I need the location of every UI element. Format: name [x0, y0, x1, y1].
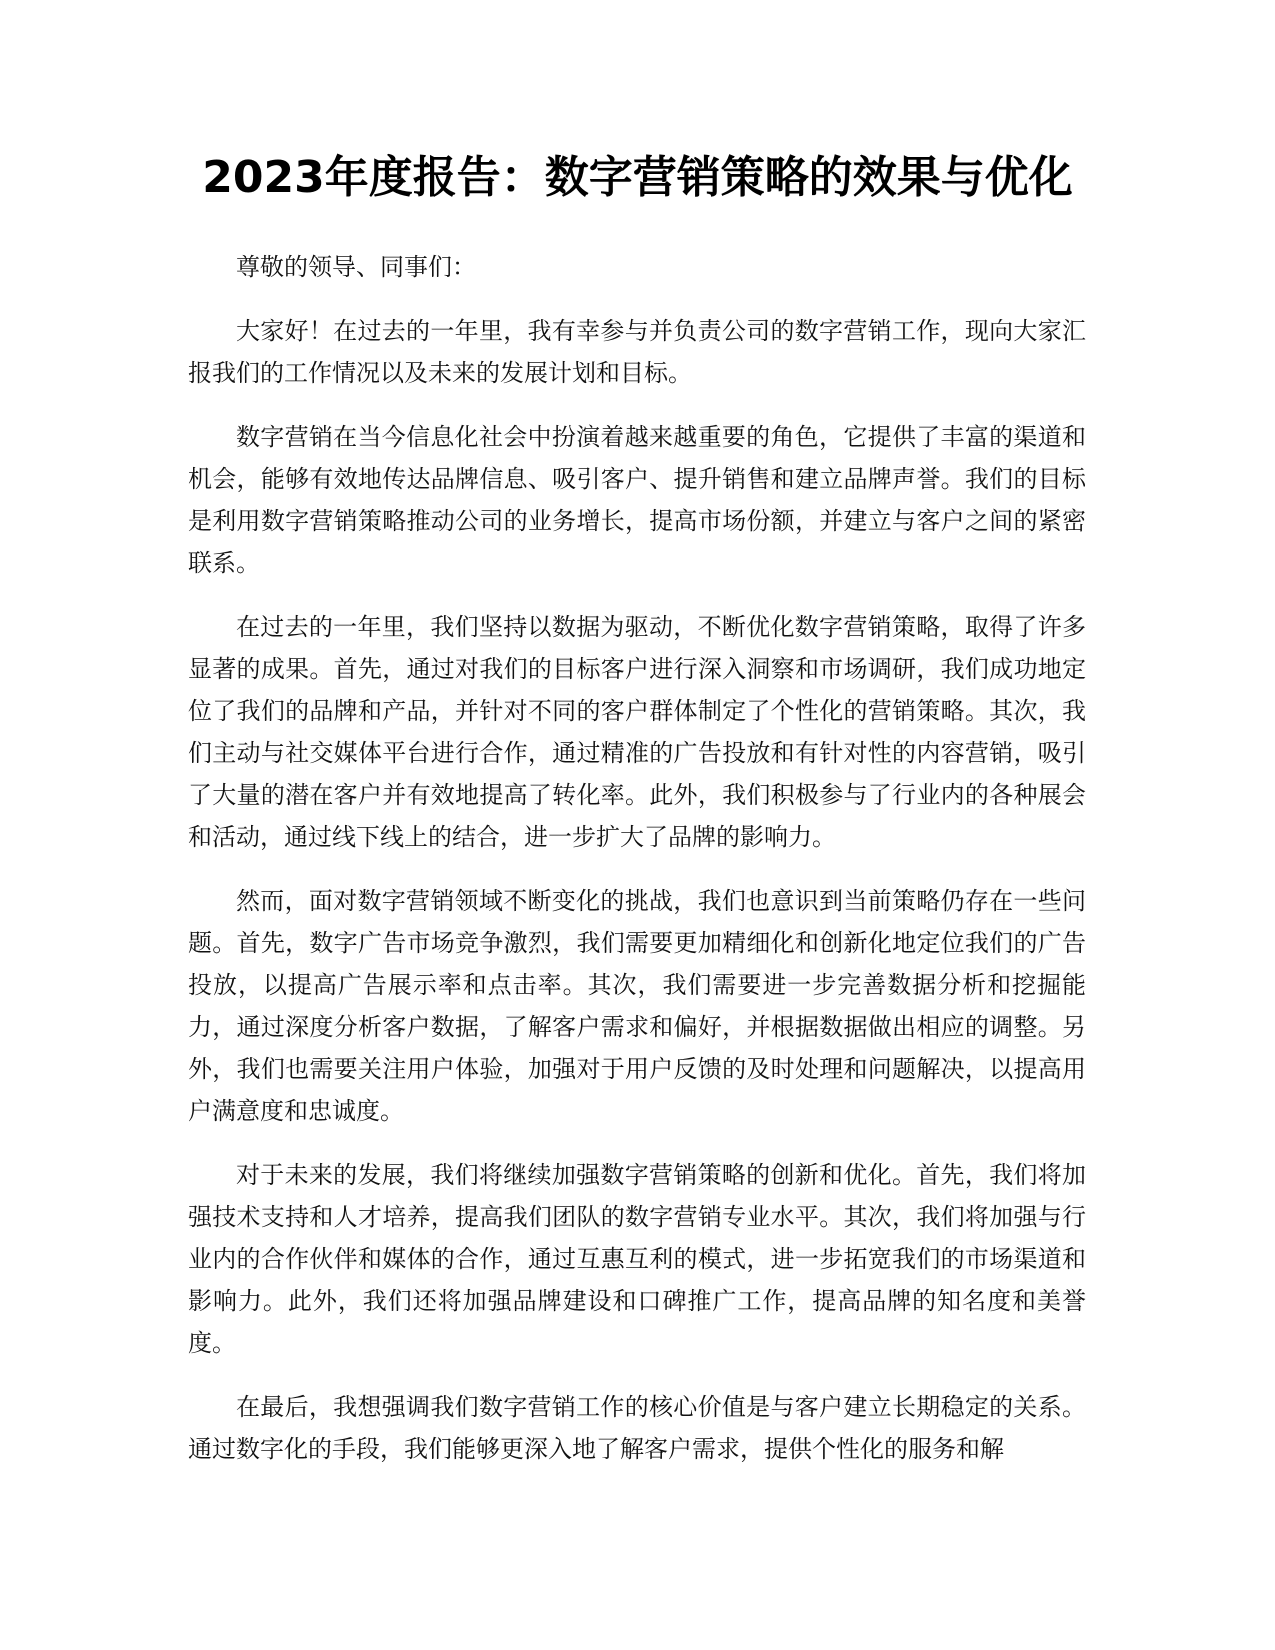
paragraph-intro: 大家好！在过去的一年里，我有幸参与并负责公司的数字营销工作，现向大家汇报我们的工作情况以及未来的发展计划和目标。	[188, 317, 1086, 387]
document-title: 2023年度报告：数字营销策略的效果与优化	[202, 152, 1073, 203]
paragraph-achievements: 在过去的一年里，我们坚持以数据为驱动，不断优化数字营销策略，取得了许多显著的成果。首先，通过对我们的目标客户进行深入洞察和市场调研，我们成功地定位了我们的品牌和产品，并针对不同的客户群体制定了个性化的营销策略。其次，我们主动与社交媒体平台进行合作，通过精准的广告投放和有针对性的内容营销，吸引了大量的潜在客户并有效地提高了转化率。此外，我们积极参与了行业内的各种展会和活动，通过线下线上的结合，进一步扩大了品牌的影响力。	[188, 613, 1086, 851]
paragraph-future: 对于未来的发展，我们将继续加强数字营销策略的创新和优化。首先，我们将加强技术支持和人才培养，提高我们团队的数字营销专业水平。其次，我们将加强与行业内的合作伙伴和媒体的合作，通过互惠互利的模式，进一步拓宽我们的市场渠道和影响力。此外，我们还将加强品牌建设和口碑推广工作，提高品牌的知名度和美誉度。	[188, 1161, 1086, 1357]
paragraph-importance: 数字营销在当今信息化社会中扮演着越来越重要的角色，它提供了丰富的渠道和机会，能够有效地传达品牌信息、吸引客户、提升销售和建立品牌声誉。我们的目标是利用数字营销策略推动公司的业务增长，提高市场份额，并建立与客户之间的紧密联系。	[188, 423, 1086, 577]
greeting-line: 尊敬的领导、同事们：	[236, 253, 476, 281]
document-body	[188, 246, 1086, 1492]
paragraph-conclusion: 在最后，我想强调我们数字营销工作的核心价值是与客户建立长期稳定的关系。通过数字化的手段，我们能够更深入地了解客户需求，提供个性化的服务和解	[188, 1393, 1086, 1463]
paragraph-problems: 然而，面对数字营销领域不断变化的挑战，我们也意识到当前策略仍存在一些问题。首先，数字广告市场竞争激烈，我们需要更加精细化和创新化地定位我们的广告投放，以提高广告展示率和点击率。其次，我们需要进一步完善数据分析和挖掘能力，通过深度分析客户数据，了解客户需求和偏好，并根据数据做出相应的调整。另外，我们也需要关注用户体验，加强对于用户反馈的及时处理和问题解决，以提高用户满意度和忠诚度。	[188, 887, 1086, 1125]
